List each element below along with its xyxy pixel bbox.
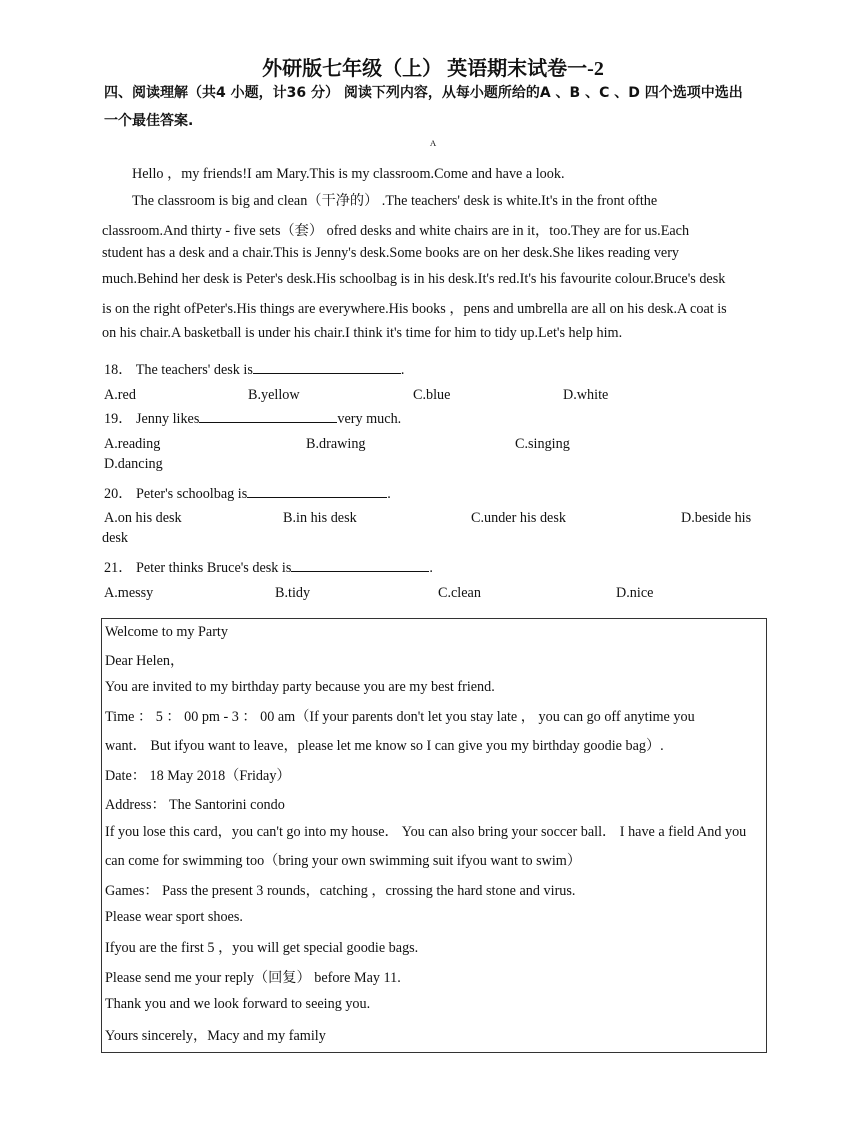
passage-line: is on the right ofPeter's.His things are everywhere.His books ，pens and umbrella are all on his desk.A coat is xyxy=(102,301,727,317)
question-number: 18． xyxy=(104,362,133,378)
option-b[interactable]: B.drawing xyxy=(306,436,366,452)
option-d[interactable]: D.dancing xyxy=(104,456,163,472)
option-d[interactable]: D.white xyxy=(563,387,609,403)
passage-line: student has a desk and a chair.This is Jenny's desk.Some books are on her desk.She likes reading very xyxy=(102,245,680,261)
invitation-line: Time ： 5 ： 00 pm - 3 ： 00 am（If your parents don't let you stay late ， you can go off anytime you xyxy=(105,709,695,725)
question-18 xyxy=(104,359,404,379)
option-b[interactable]: B.tidy xyxy=(275,585,311,601)
invitation-line: Yours sincerely，Macy and my family xyxy=(105,1028,326,1044)
option-c[interactable]: C.under his desk xyxy=(471,510,566,526)
option-d[interactable]: D.nice xyxy=(616,585,654,601)
invitation-line: If you lose this card，you can't go into my house． You can also bring your soccer ball． I have a field And you xyxy=(105,824,747,840)
question-stem-end: . xyxy=(400,362,405,378)
question-stem-end: . xyxy=(387,486,391,502)
question-stem-end: . xyxy=(429,560,433,576)
passage-label: A xyxy=(429,138,437,148)
option-a[interactable]: A.red xyxy=(104,387,136,403)
question-number: 19． xyxy=(104,411,133,427)
option-c[interactable]: C.singing xyxy=(515,436,570,452)
invitation-line: Date： 18 May 2018（Friday） xyxy=(105,768,291,784)
option-a[interactable]: A.messy xyxy=(104,585,154,601)
question-number: 21． xyxy=(104,560,133,576)
invitation-line: can come for swimming too（bring your own swimming suit ifyou want to swim） xyxy=(105,853,582,869)
question-20 xyxy=(104,483,391,503)
invitation-line: Address： The Santorini condo xyxy=(105,797,285,813)
invitation-line: Thank you and we look forward to seeing you. xyxy=(105,996,371,1012)
invitation-line: Please wear sport shoes. xyxy=(105,909,243,925)
invitation-line: Games： Pass the present 3 rounds，catching ，crossing the hard stone and virus. xyxy=(105,883,576,899)
invitation-line: Please send me your reply（回复） before May 11. xyxy=(105,970,401,986)
question-stem: The teachers' desk is xyxy=(135,362,253,378)
passage-line: Hello ，my friends!I am Mary.This is my classroom.Come and have a look. xyxy=(132,166,565,182)
question-stem: Jenny likes xyxy=(135,411,200,427)
section-heading: 四、阅读理解（共4 小题，计36 分） 阅读下列内容，从每小题所给的A 、B 、C 、D 四个选项中选出 xyxy=(104,85,743,101)
option-d[interactable]: D.beside his xyxy=(681,510,752,526)
section-heading-cont: 一个最佳答案. xyxy=(104,113,194,129)
invitation-line: Ifyou are the first 5 ，you will get special goodie bags. xyxy=(105,940,419,956)
passage-line: The classroom is big and clean（干净的） .The teachers' desk is white.It's in the front ofthe xyxy=(132,193,658,209)
question-19 xyxy=(104,408,401,428)
invitation-line: want． But ifyou want to leave，please let me know so I can give you my birthday goodie bag）. xyxy=(105,738,664,754)
option-b[interactable]: B.in his desk xyxy=(283,510,357,526)
question-21 xyxy=(104,557,433,577)
answer-blank[interactable] xyxy=(253,359,401,374)
page-title: 外研版七年级（上） 英语期末试卷一-2 xyxy=(262,58,604,80)
option-b[interactable]: B.yellow xyxy=(248,387,300,403)
invitation-card xyxy=(101,618,767,1053)
passage-line: classroom.And thirty - five sets（套） ofred desks and white chairs are in it，too.They are for us.Each xyxy=(102,223,690,239)
question-stem-end: very much. xyxy=(337,411,402,427)
answer-blank[interactable] xyxy=(199,408,337,423)
option-a[interactable]: A.reading xyxy=(104,436,161,452)
passage-line: much.Behind her desk is Peter's desk.His schoolbag is in his desk.It's red.It's his favourite colour.Bruce's desk xyxy=(102,271,726,287)
option-c[interactable]: C.blue xyxy=(413,387,451,403)
invitation-line: Welcome to my Party xyxy=(105,624,228,640)
answer-blank[interactable] xyxy=(291,557,429,572)
answer-blank[interactable] xyxy=(247,483,387,498)
option-a[interactable]: A.on his desk xyxy=(104,510,182,526)
question-stem: Peter's schoolbag is xyxy=(135,486,248,502)
option-d-wrap: desk xyxy=(102,530,129,546)
question-stem: Peter thinks Bruce's desk is xyxy=(135,560,292,576)
invitation-line: Dear Helen， xyxy=(105,653,185,669)
option-c[interactable]: C.clean xyxy=(438,585,481,601)
question-number: 20． xyxy=(104,486,133,502)
passage-line: on his chair.A basketball is under his chair.I think it's time for him to tidy up.Let's help him. xyxy=(102,325,623,341)
invitation-line: You are invited to my birthday party because you are my best friend. xyxy=(105,679,495,695)
